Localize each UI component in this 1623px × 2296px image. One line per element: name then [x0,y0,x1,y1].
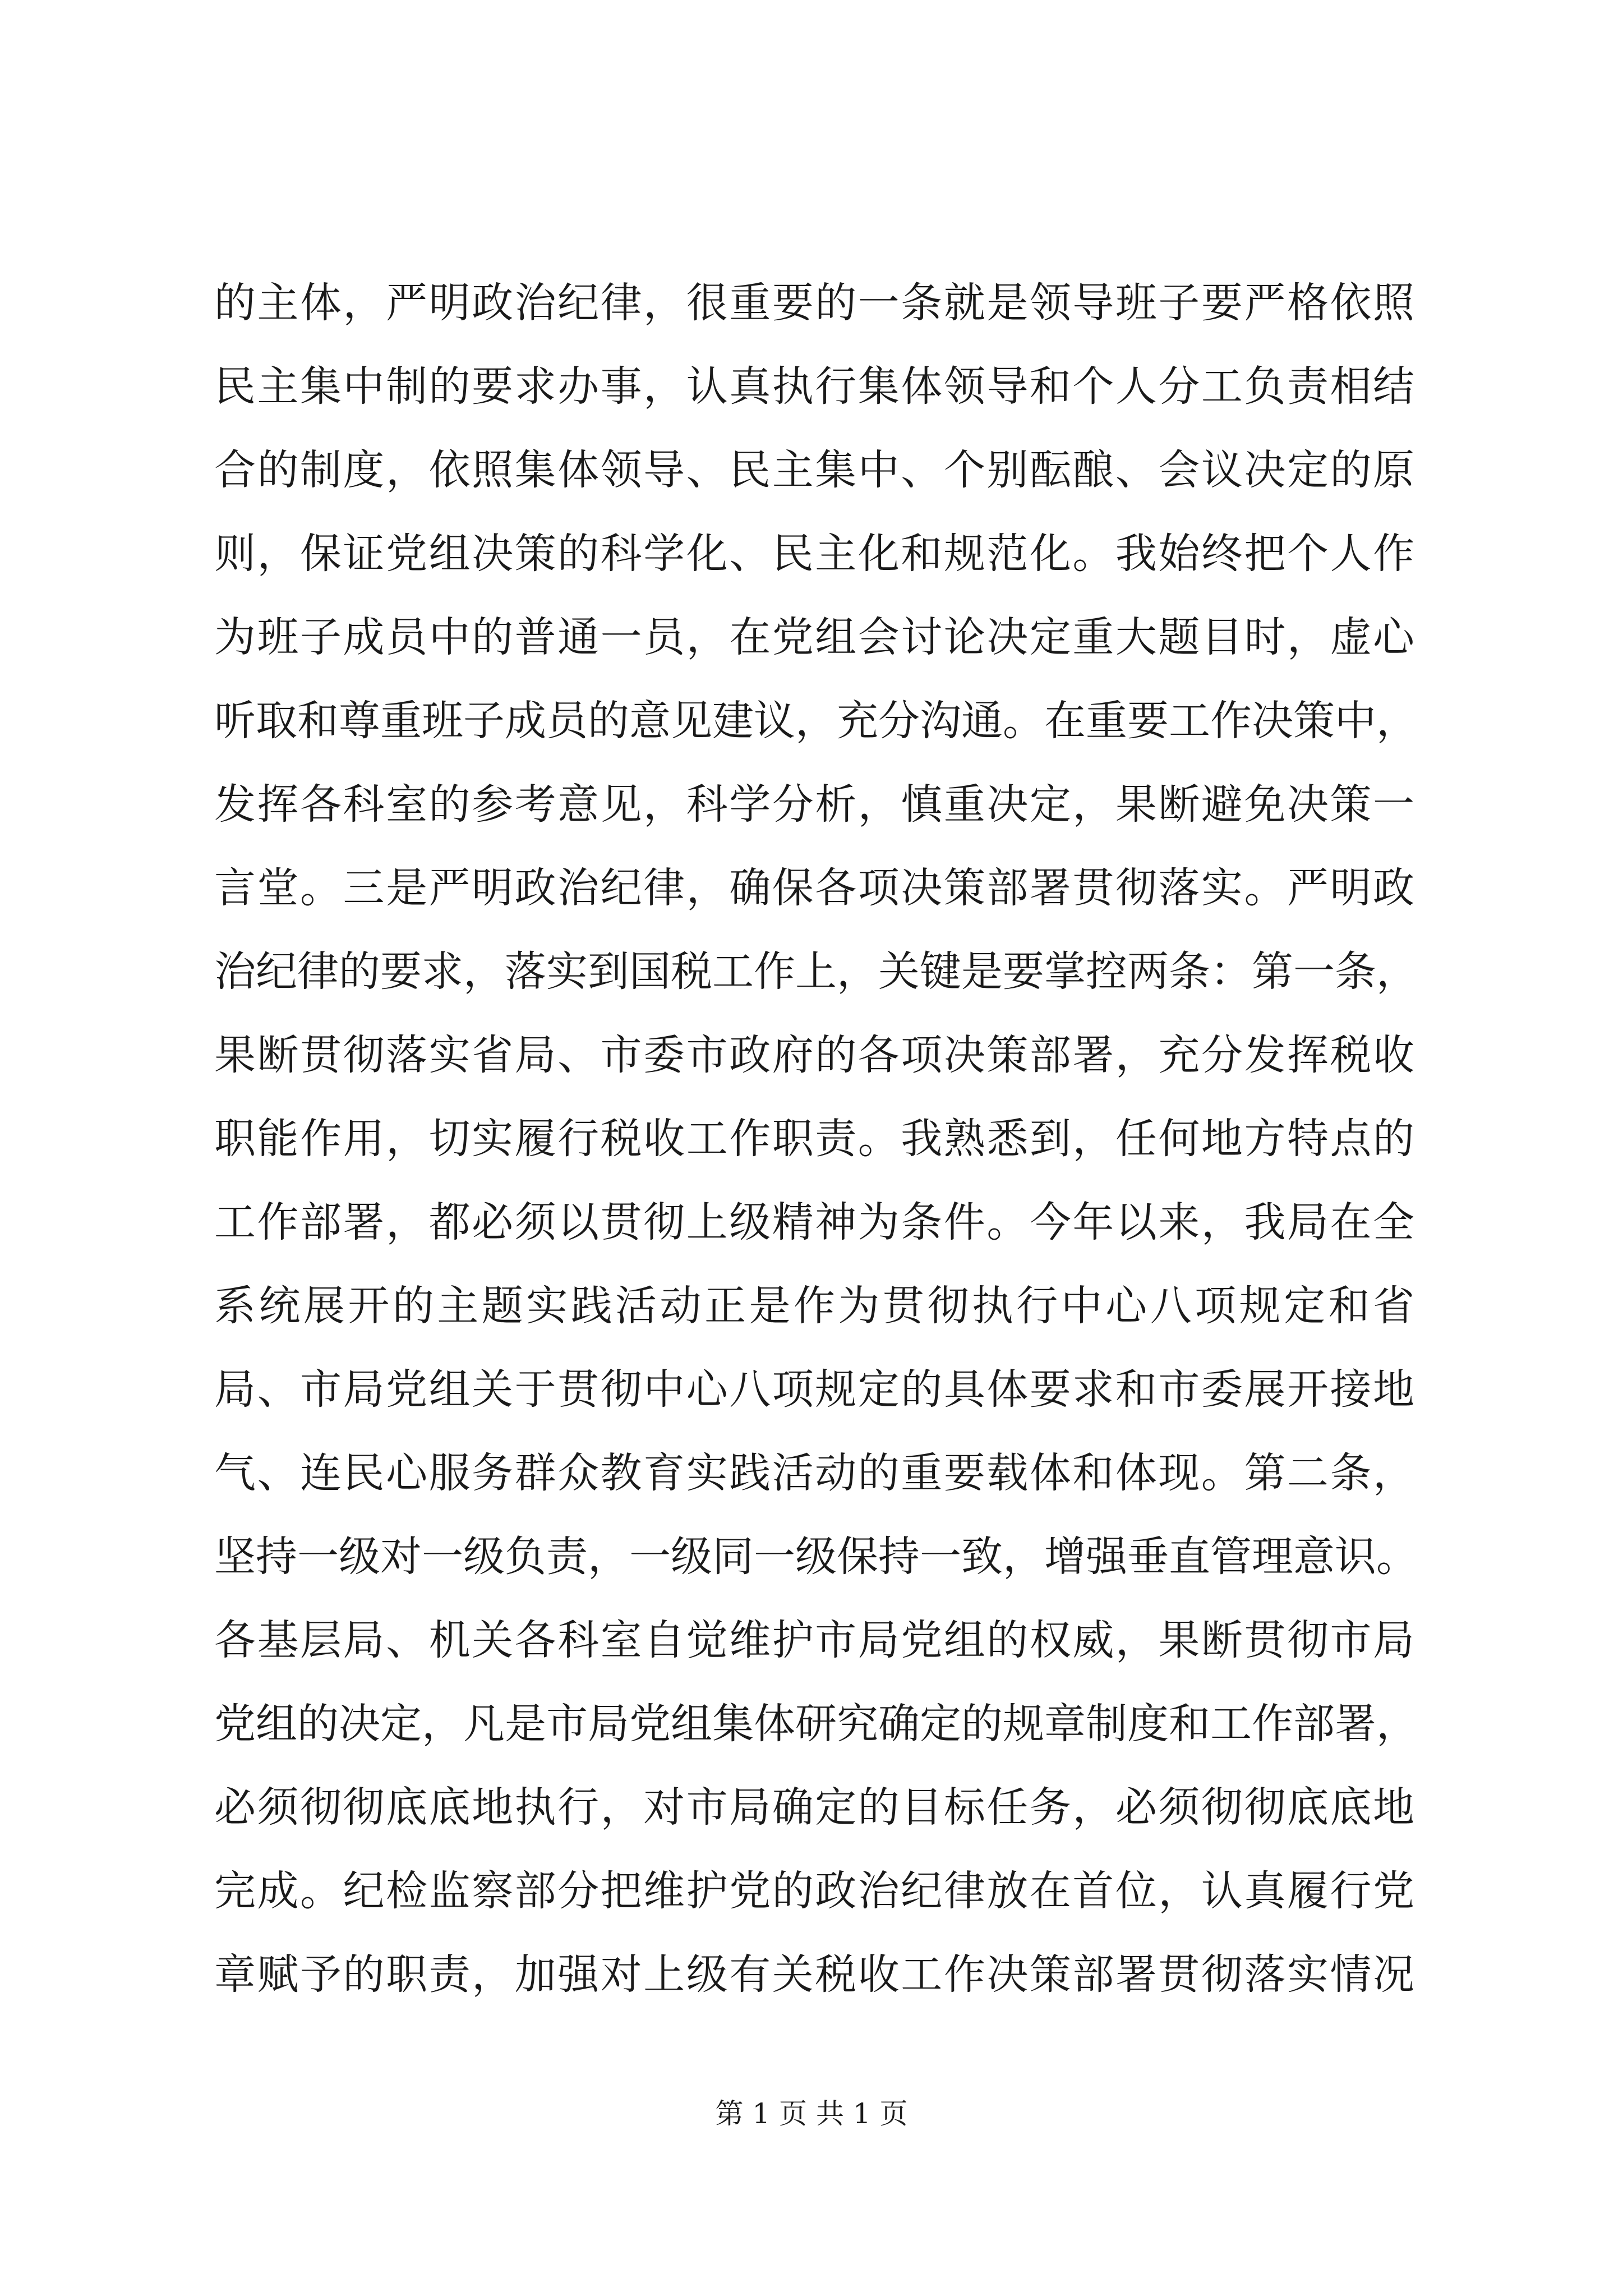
text-line: 的主体，严明政治纪律，很重要的一条就是领导班子要严格依照 [214,279,1414,327]
text-line: 果断贯彻落实省局、市委市政府的各项决策部署，充分发挥税收 [214,1031,1414,1079]
text-line: 党组的决定，凡是市局党组集体研究确定的规章制度和工作部署， [214,1700,1418,1748]
text-line: 各基层局、机关各科室自觉维护市局党组的权威，果断贯彻市局 [214,1616,1414,1664]
text-line: 发挥各科室的参考意见，科学分析，慎重决定，果断避免决策一 [214,780,1414,829]
page-number-footer: 第 1 页 共 1 页 [715,2097,908,2130]
text-line: 坚持一级对一级负责，一级同一级保持一致，增强垂直管理意识。 [214,1533,1418,1581]
text-line: 则，保证党组决策的科学化、民主化和规范化。我始终把个人作 [214,530,1414,578]
text-line: 局、市局党组关于贯彻中心八项规定的具体要求和市委展开接地 [214,1365,1414,1414]
text-line: 合的制度，依照集体领导、民主集中、个别酝酿、会议决定的原 [214,446,1414,494]
text-line: 听取和尊重班子成员的意见建议，充分沟通。在重要工作决策中， [214,697,1418,745]
text-line: 气、连民心服务群众教育实践活动的重要载体和体现。第二条， [214,1449,1414,1497]
text-line: 为班子成员中的普通一员，在党组会讨论决定重大题目时，虚心 [214,613,1414,661]
text-line: 章赋予的职责，加强对上级有关税收工作决策部署贯彻落实情况 [214,1950,1414,1999]
text-line: 职能作用，切实履行税收工作职责。我熟悉到，任何地方特点的 [214,1115,1414,1163]
text-line: 必须彻彻底底地执行，对市局确定的目标任务，必须彻彻底底地 [214,1783,1414,1832]
text-line: 民主集中制的要求办事，认真执行集体领导和个人分工负责相结 [214,362,1414,411]
text-line: 完成。纪检监察部分把维护党的政治纪律放在首位，认真履行党 [214,1867,1414,1915]
text-line: 工作部署，都必须以贯彻上级精神为条件。今年以来，我局在全 [214,1198,1414,1246]
text-line: 言堂。三是严明政治纪律，确保各项决策部署贯彻落实。严明政 [214,864,1414,912]
text-line: 系统展开的主题实践活动正是作为贯彻执行中心八项规定和省 [214,1282,1414,1330]
text-line: 治纪律的要求，落实到国税工作上，关键是要掌控两条：第一条， [214,947,1418,996]
body-paragraph [214,261,1418,2017]
